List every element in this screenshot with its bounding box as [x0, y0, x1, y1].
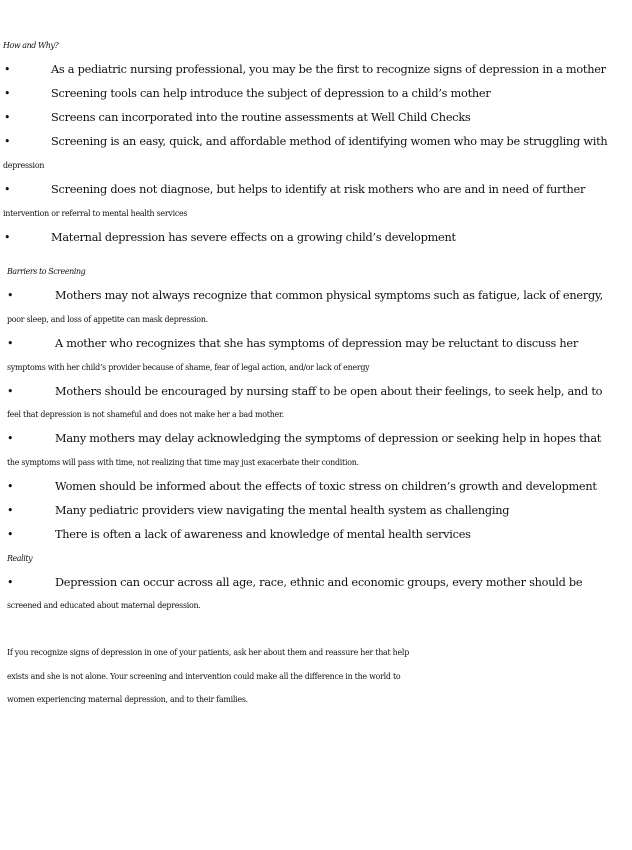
list-item-text: Maternal depression has severe effects on a growing child’s development [51, 231, 456, 244]
list-item-text: Screening does not diagnose, but helps to identify at risk mothers who are and in need of further [51, 183, 586, 196]
closing-paragraph-line: If you recognize signs of depression in one of your patients, ask her about them and reassure her that help [7, 648, 409, 657]
bullet-icon: • [4, 111, 11, 124]
list-item-continuation: intervention or referral to mental health services [3, 209, 188, 218]
list-item-text: Mothers should be encouraged by nursing staff to be open about their feelings, to seek help, and to [55, 385, 603, 398]
list-item-continuation: depression [3, 161, 45, 170]
list-item-text: Screening tools can help introduce the subject of depression to a child’s mother [51, 87, 491, 100]
section-heading-barriers: Barriers to Screening [7, 267, 86, 276]
list-item-continuation: the symptoms will pass with time, not realizing that time may just exacerbate their condition. [7, 458, 359, 467]
bullet-icon: • [7, 432, 14, 445]
list-item-continuation: screened and educated about maternal depression. [7, 601, 201, 610]
bullet-icon: • [7, 576, 14, 589]
bullet-icon: • [4, 135, 11, 148]
list-item-text: Screening is an easy, quick, and affordable method of identifying women who may be struggling with [51, 135, 608, 148]
bullet-icon: • [4, 87, 11, 100]
list-item-text: As a pediatric nursing professional, you may be the first to recognize signs of depression in a mother [51, 63, 606, 76]
closing-paragraph-line: women experiencing maternal depression, and to their families. [7, 695, 248, 704]
list-item-text: Screens can incorporated into the routine assessments at Well Child Checks [51, 111, 471, 124]
list-item-text: Many pediatric providers view navigating the mental health system as challenging [55, 504, 510, 517]
bullet-icon: • [4, 183, 11, 196]
list-item-text: A mother who recognizes that she has symptoms of depression may be reluctant to discuss her [55, 337, 579, 350]
list-item-continuation: symptoms with her child’s provider because of shame, fear of legal action, and/or lack of energy [7, 363, 370, 372]
bullet-icon: • [7, 480, 14, 493]
bullet-icon: • [7, 385, 14, 398]
bullet-icon: • [4, 231, 11, 244]
section-heading-reality: Reality [7, 554, 33, 563]
bullet-icon: • [7, 337, 14, 350]
list-item-text: Depression can occur across all age, race, ethnic and economic groups, every mother should be [55, 576, 583, 589]
bullet-icon: • [7, 504, 14, 517]
list-item-text: Many mothers may delay acknowledging the symptoms of depression or seeking help in hopes that [55, 432, 602, 445]
list-item-continuation: poor sleep, and loss of appetite can mask depression. [7, 315, 208, 324]
closing-paragraph-line: exists and she is not alone. Your screening and intervention could make all the difference in the world to [7, 672, 401, 681]
section-heading-how-and-why: How and Why? [3, 41, 59, 50]
list-item-text: Mothers may not always recognize that common physical symptoms such as fatigue, lack of energy, [55, 289, 603, 302]
list-item-text: There is often a lack of awareness and knowledge of mental health services [55, 528, 471, 541]
bullet-icon: • [4, 63, 11, 76]
bullet-icon: • [7, 528, 14, 541]
list-item-text: Women should be informed about the effects of toxic stress on children’s growth and development [55, 480, 597, 493]
list-item-continuation: feel that depression is not shameful and does not make her a bad mother. [7, 410, 284, 419]
bullet-icon: • [7, 289, 14, 302]
